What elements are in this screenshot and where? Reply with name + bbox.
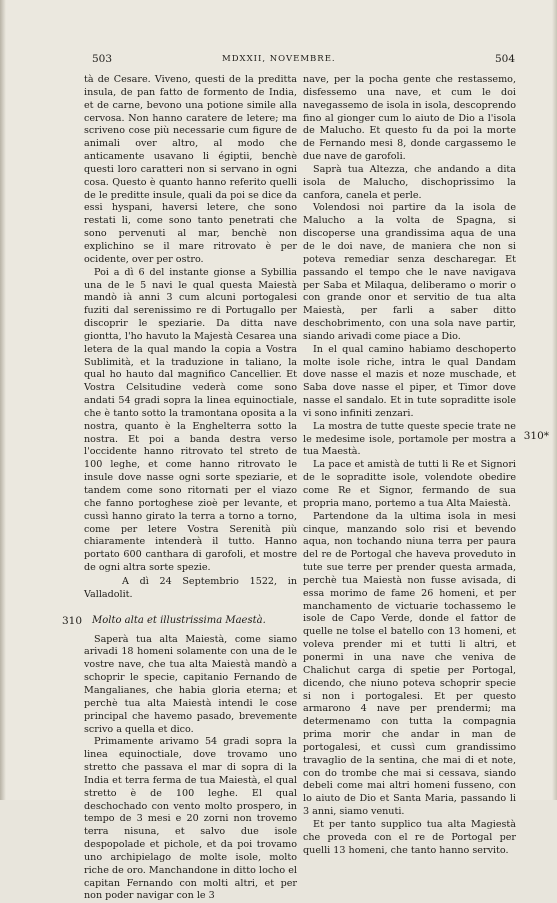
- page-header: [0, 53, 557, 67]
- paragraph: Partendone da la ultima isola in mesi cinque, manzando solo risi et bevendo aqua, non tochando niuna terra per paura del re de Portogal che haveva proveduto in tute sue terre per prender questa armada, perchè tua Maiestà non fusse avisada, di essa morimo de fame 26 homeni, et per manchamento de victuarie tochassemo le isole de Capo Verde, donde el fattor de quelle ne tolse el batello con 13 homeni, et voleva prender mi et tutti li altri, et ponermi in una nave che veniva de Chalichut carga di spetie per Portogal, dicendo, che niuno poteva schoprir specie si non i portogalesi. Et per questo armarono 4 nave per prendermi; ma determenamo con tutta la compagnia prima morir che andar in man de portogalesi, et cussì cum grandissimo travaglio de la sentina, che mai di et note, con do trombe che mai si cessava, siando debeli come mai altri homeni fusseno, con lo aiuto de Dio et Santa Maria, passando li 3 anni, siamo venuti.: [303, 510, 516, 818]
- margin-number-right: 310*: [523, 430, 549, 442]
- running-title: MDXXII, NOVEMBRE.: [222, 54, 336, 64]
- paragraph: Saperà tua alta Maiestà, come siamo arivadi 18 homeni solamente con una de le vostre nave, che tua alta Maiestà mandò a schoprir le specie, capitanio Fernando de Mangalianes, che habia gloria eterna; et perchè tua alta Maiestà intendi le cose principal che havemo pasado, brevemente scrivo a quella et dico.: [84, 633, 297, 735]
- paragraph: Volendosi noi partire da la isola de Malucho a la volta de Spagna, si discoperse una grandissima aqua de una de le doi nave, de maniera che non si poteva remediar senza descharegar. Et passando el tempo che le nave navigava per Saba et Milaqua, deliberamo o morir o con grande onor et servitio de tua alta Maiestà, per farli a saber ditto deschobrimento, con una sola nave partir, siando arivadi come piace a Dio.: [303, 202, 516, 342]
- spine-shadow: [0, 0, 6, 800]
- paragraph: La pace et amistà de tutti li Re et Signori de le sopraditte isole, volendote obedire come Re et Signor, fermando de sua propria mano, portemo a tua Alta Maiestà.: [303, 459, 516, 509]
- paragraph: La mostra de tutte queste specie trate ne le medesime isole, portamole per mostra a tua Maestà.: [303, 420, 516, 458]
- letter-heading-row: [62, 609, 297, 634]
- letter-salutation: Molto alta et illustrissima Maestà.: [92, 614, 266, 626]
- page-number-left: 503: [92, 53, 113, 65]
- paragraph: nave, per la pocha gente che restassemo, disfessemo una nave, et cum le doi navegassemo de isola in isola, descoprendo fino al gionger cum lo aiuto de Dio a l'isola de Malucho. Et questo fu da poi la morte de Fernando mesi 8, donde cargassemo le due nave de garofoli.: [303, 74, 516, 163]
- date-line: A dì 24 Septembrio 1522, in Valladolit.: [84, 575, 297, 600]
- page-edge-shadow: [552, 0, 557, 800]
- paragraph: Saprà tua Altezza, che andando a dita isola de Malucho, dischoprissimo la canfora, canela et perle.: [303, 163, 516, 201]
- paragraph: tà de Cesare. Viveno, questi de la preditta insula, de pan fatto de formento de India, et de carne, bevono una potione simile alla cervosa. Non hanno caratere de letere; ma scriveno cose più necessarie cum figure de animali over altro, al modo che anticamente usavano li égiptii, benchè questi loro caratteri non si servano in ogni cosa. Questo è quanto hanno referito quelli de le preditte insule, quali da poi se dice da essi hyspani, haversi letere, che sono restati li, come sono tanto penetrati che sono pervenuti al mar, benchè non explichino se il mare ritrovato è per ocidente, over per ostro.: [84, 74, 297, 265]
- left-column: [62, 74, 297, 903]
- paragraph: Primamente arivamo 54 gradi sopra la linea equinoctiale, dove trovamo uno stretto che passava el mar di sopra di la India et terra ferma de tua Maiestà, el qual stretto è de 100 leghe. El qual deschochado con vento molto prospero, in tempo de 3 mesi e 20 zorni non trovemo terra nisuna, et salvo due isole despopolade et pichole, et da poi trovamo uno archipielago de molte isole, molto riche de oro. Manchandone in ditto locho el capitan Fernando con molti altri, et per non poder navigar con le 3: [84, 736, 297, 902]
- paragraph: Poi a dì 6 del instante gionse a Sybillia una de le 5 navi le qual questa Maiestà mandò ià anni 3 cum alcuni portogalesi fuziti dal serenissimo re di Portugallo per discoprir le speziarie. Da ditta nave giontta, l'ho havuto la Majestà Cesarea una letera de la qual mando la copia a Vostra Sublimità, et la traduzione in taliano, la qual ho hauto dal magnifico Cancellier. Et Vostra Celsitudine vederà come sono andati 54 gradi sopra la linea equinoctiale, che è tanto sotto la tramontana oposita a la nostra, quanto è la Enghelterra sotto la nostra. Et poi a banda destra verso l'occidente hanno ritrovato tel streto de 100 leghe, et come hanno ritrovato le insule dove nasse ogni sorte speziarie, et tandem come sono ritornati per el viazo che fanno portoghese zioè per levante, et cussì hanno girato la terra a torno a torno, come per letere Vostra Serenità più chiaramente intenderà il tutto. Hanno portato 600 canthara di garofoli, et mostre de ogni altra sorte spezie.: [84, 266, 297, 574]
- margin-number: 310: [62, 614, 83, 627]
- paragraph: Et per tanto supplico tua alta Magiestà che proveda con el re de Portogal per quelli 13 homeni, che tanto hanno servito.: [303, 818, 516, 856]
- right-column: [303, 74, 516, 857]
- paragraph: In el qual camino habiamo deschoperto molte isole riche, intra le qual Dandam dove nasse el mazis et noze muschade, et Saba dove nasse el piper, et Timor dove nasse el sandalo. Et in tute sopraditte isole vi sono infiniti zenzari.: [303, 343, 516, 419]
- page-number-right: 504: [494, 53, 515, 65]
